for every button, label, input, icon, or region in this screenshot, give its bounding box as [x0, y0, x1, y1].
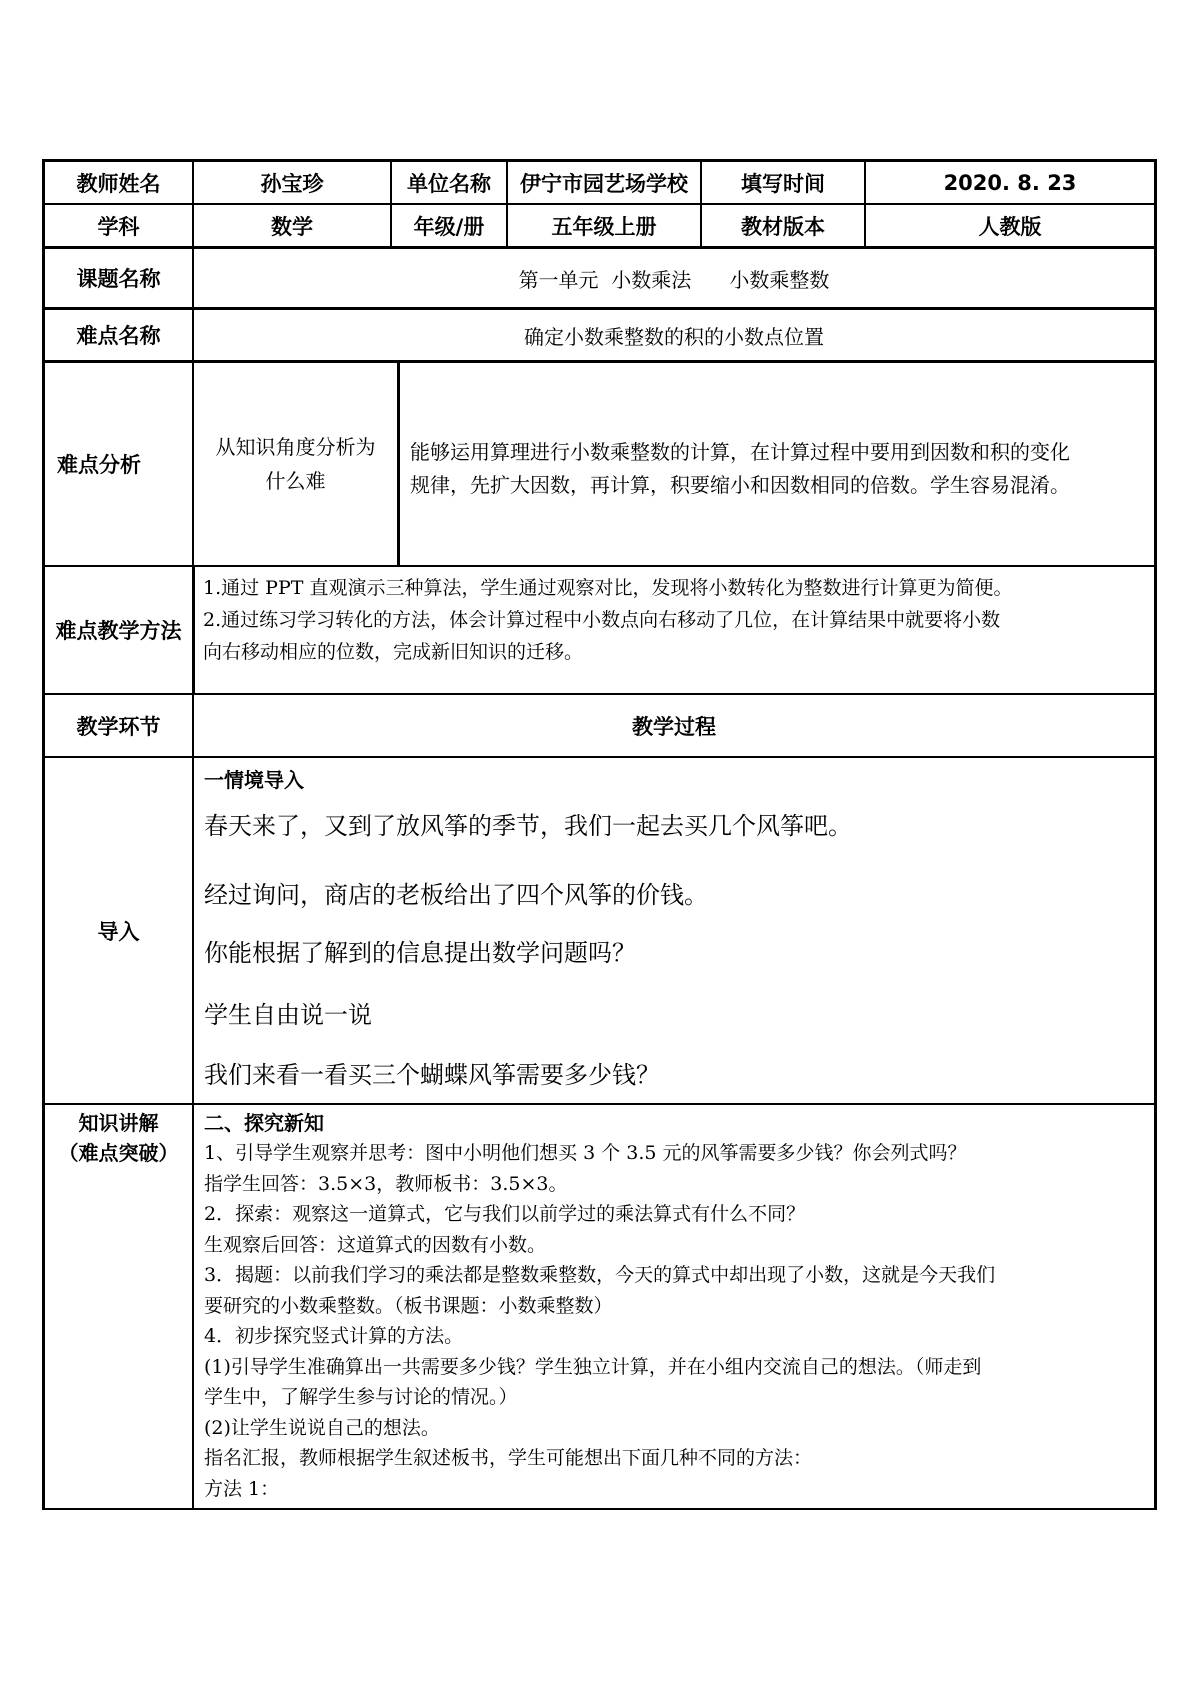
- knowledge-line: 1、引导学生观察并思考：图中小明他们想买 3 个 3.5 元的风筝需要多少钱？你会列式吗？: [204, 1142, 967, 1164]
- intro-heading: 一情境导入: [204, 768, 304, 792]
- unit-name-label: 单位名称: [407, 171, 491, 196]
- intro-line: 你能根据了解到的信息提出数学问题吗？: [204, 939, 636, 967]
- knowledge-line: 学生中，了解学生参与讨论的情况。）: [204, 1386, 518, 1408]
- topic-value: 第一单元 小数乘法 小数乘整数: [518, 267, 830, 292]
- method-line: 1.通过 PPT 直观演示三种算法，学生通过观察对比，发现将小数转化为整数进行计算更为简便。: [203, 577, 1013, 599]
- analysis-sub-label-line: 什么难: [265, 469, 326, 493]
- analysis-line: 能够运用算理进行小数乘整数的计算，在计算过程中要用到因数和积的变化: [410, 440, 1070, 464]
- grade-label: 年级/册: [413, 214, 485, 239]
- difficulty-value: 确定小数乘整数的积的小数点位置: [524, 324, 824, 349]
- edition-label: 教材版本: [741, 214, 825, 239]
- analysis-label: 难点分析: [57, 453, 141, 477]
- knowledge-line: 2．探索：观察这一道算式，它与我们以前学过的乘法算式有什么不同？: [204, 1203, 806, 1225]
- fill-date-value: 2020. 8. 23: [943, 170, 1077, 195]
- knowledge-text: [204, 1138, 1154, 1504]
- knowledge-line: (2)让学生说说自己的想法。: [204, 1416, 440, 1439]
- analysis-sub-label: [194, 363, 397, 565]
- edition-value: 人教版: [978, 214, 1042, 239]
- intro-line: 春天来了，又到了放风筝的季节，我们一起去买几个风筝吧。: [204, 812, 852, 840]
- method-label: 难点教学方法: [55, 619, 182, 643]
- intro-line: 经过询问，商店的老板给出了四个风筝的价钱。: [204, 881, 708, 909]
- knowledge-line: 指学生回答：3.5×3，教师板书：3.5×3。: [204, 1172, 568, 1195]
- analysis-text: [410, 436, 1154, 502]
- topic-label: 课题名称: [76, 267, 161, 291]
- method-text: [203, 572, 1153, 668]
- knowledge-line: (1)引导学生准确算出一共需要多少钱？学生独立计算，并在小组内交流自己的想法。（师走到: [204, 1355, 982, 1378]
- teacher-name-value: 孙宝珍: [260, 171, 324, 196]
- knowledge-line: 4．初步探究竖式计算的方法。: [204, 1325, 464, 1347]
- teacher-name-label: 教师姓名: [76, 171, 161, 196]
- knowledge-label-line: （难点突破）: [58, 1141, 179, 1165]
- knowledge-line: 要研究的小数乘整数。（板书课题：小数乘整数）: [204, 1294, 613, 1317]
- knowledge-label: [45, 1108, 192, 1168]
- intro-line: 学生自由说一说: [204, 1001, 372, 1029]
- intro-line: 我们来看一看买三个蝴蝶风筝需要多少钱？: [204, 1061, 660, 1089]
- knowledge-line: 方法 1：: [204, 1477, 280, 1500]
- process-value-label: 教学过程: [632, 714, 716, 739]
- knowledge-label-line: 知识讲解: [78, 1111, 159, 1135]
- subject-label: 学科: [97, 214, 140, 239]
- knowledge-line: 指名汇报，教师根据学生叙述板书，学生可能想出下面几种不同的方法：: [204, 1447, 813, 1469]
- analysis-sub-label-line: 从知识角度分析为: [215, 435, 376, 459]
- knowledge-line: 3．揭题：以前我们学习的乘法都是整数乘整数，今天的算式中却出现了小数，这就是今天我们: [204, 1264, 996, 1286]
- knowledge-line: 生观察后回答：这道算式的因数有小数。: [204, 1233, 547, 1256]
- grade-value: 五年级上册: [551, 214, 657, 239]
- unit-name-value: 伊宁市园艺场学校: [520, 171, 688, 196]
- analysis-line: 规律，先扩大因数，再计算，积要缩小和因数相同的倍数。学生容易混淆。: [410, 473, 1070, 497]
- intro-label: 导入: [97, 919, 140, 944]
- subject-value: 数学: [271, 214, 313, 239]
- method-line: 2.通过练习学习转化的方法，体会计算过程中小数点向右移动了几位，在计算结果中就要将小数: [203, 609, 1001, 631]
- process-segment-label: 教学环节: [76, 714, 161, 739]
- method-line: 向右移动相应的位数，完成新旧知识的迁移。: [203, 641, 584, 663]
- difficulty-label: 难点名称: [76, 324, 161, 348]
- knowledge-heading: 二、探究新知: [204, 1111, 324, 1135]
- fill-date-label: 填写时间: [741, 171, 825, 196]
